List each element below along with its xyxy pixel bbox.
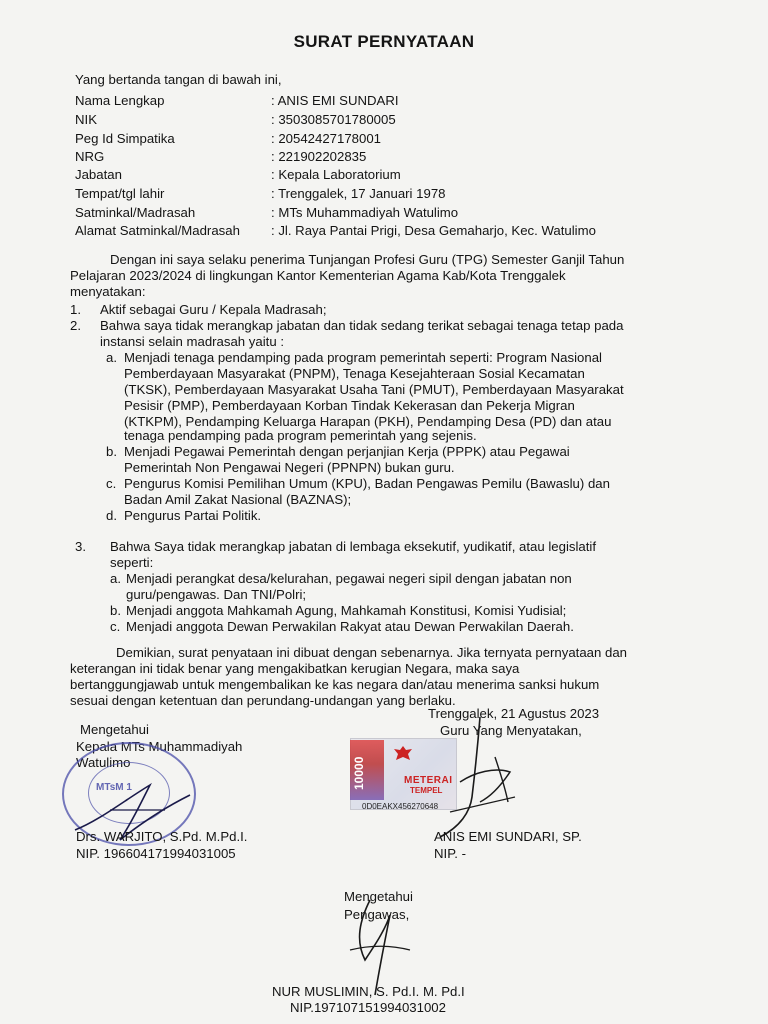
- sub-item-text: Badan Amil Zakat Nasional (BAZNAS);: [124, 492, 352, 507]
- identity-label: Jabatan: [75, 167, 122, 182]
- sub-item-text: Menjadi Pegawai Pemerintah dengan perjanjian Kerja (PPPK) atau Pegawai: [124, 444, 570, 459]
- head-role: Watulimo: [76, 755, 131, 770]
- identity-value: : Trenggalek, 17 Januari 1978: [271, 186, 446, 201]
- identity-row: [75, 131, 381, 146]
- sub-item-text: Pemerintah Non Pengawai Negeri (PPNPN) bukan guru.: [124, 460, 455, 475]
- head-nip: NIP. 196604171994031005: [76, 846, 236, 861]
- sub-item-text: Pesisir (PMP), Pemberdayaan Korban Tindak Kekerasan dan Pekerja Migran: [124, 398, 575, 413]
- place-date: Trenggalek, 21 Agustus 2023: [428, 706, 600, 721]
- point-text: Bahwa Saya tidak merangkap jabatan di lembaga eksekutif, yudikatif, atau legislatif: [110, 539, 597, 554]
- sub-item-text: Menjadi tenaga pendamping pada program pemerintah seperti: Program Nasional: [124, 350, 602, 365]
- document-title: SURAT PERNYATAAN: [293, 32, 475, 51]
- identity-value: : 20542427178001: [271, 131, 382, 146]
- sub-item-mark: a.: [106, 350, 117, 365]
- intro-text: Yang bertanda tangan di bawah ini,: [75, 72, 282, 87]
- identity-label: Satminkal/Madrasah: [75, 205, 196, 220]
- supervisor-nip: NIP.197107151994031002: [290, 1000, 446, 1015]
- sub-item-text: Pemberdayaan Masyarakat (PNPM), Tenaga Kesejahteraan Sosial Kecamatan: [124, 366, 585, 381]
- identity-label: NIK: [75, 112, 97, 127]
- sub-item-text: guru/pengawas. Dan TNI/Polri;: [126, 587, 307, 602]
- identity-row: [75, 223, 596, 238]
- sub-item-text: Menjadi anggota Mahkamah Agung, Mahkamah Konstitusi, Komisi Yudisial;: [126, 603, 567, 618]
- point-number: 3.: [75, 539, 86, 554]
- sub-item-text: (KTKPM), Pendamping Keluarga Harapan (PKH), Pendamping Desa (PD) dan atau: [124, 414, 612, 429]
- identity-label: Nama Lengkap: [75, 93, 165, 108]
- opening-line: Pelajaran 2023/2024 di lingkungan Kantor Kementerian Agama Kab/Kota Trenggalek: [70, 268, 566, 283]
- maker-signature: [420, 712, 530, 842]
- identity-value: : ANIS EMI SUNDARI: [271, 93, 399, 108]
- sub-item-text: Pengurus Partai Politik.: [124, 508, 262, 523]
- closing-line: bertanggungjawab untuk mengembalikan ke kas negara dan/atau menerima sanksi hukum: [70, 677, 600, 692]
- closing-line: Demikian, surat penyataan ini dibuat dengan sebenarnya. Jika ternyata pernyataan dan: [116, 645, 627, 660]
- identity-label: Alamat Satminkal/Madrasah: [75, 223, 240, 238]
- revenue-stamp-serial: 0D0EAKX456270648: [362, 802, 439, 811]
- opening-line: menyatakan:: [70, 284, 146, 299]
- identity-label: Peg Id Simpatika: [75, 131, 175, 146]
- identity-value: : Jl. Raya Pantai Prigi, Desa Gemaharjo, Kec. Watulimo: [271, 223, 596, 238]
- identity-row: [75, 112, 396, 127]
- point-text: Bahwa saya tidak merangkap jabatan dan tidak sedang terikat sebagai tenaga tetap pada: [100, 318, 624, 333]
- revenue-stamp-value: 10000: [352, 756, 366, 790]
- identity-row: [75, 93, 399, 108]
- identity-value: : MTs Muhammadiyah Watulimo: [271, 205, 459, 220]
- maker-role: Guru Yang Menyatakan,: [440, 723, 582, 738]
- identity-row: [75, 167, 401, 182]
- point-number: 1.: [70, 302, 81, 317]
- head-name: Drs. WARJITO, S.Pd. M.Pd.I.: [76, 829, 248, 844]
- maker-name: ANIS EMI SUNDARI, SP.: [434, 829, 582, 844]
- sub-item-text: Menjadi perangkat desa/kelurahan, pegawai negeri sipil dengan jabatan non: [126, 571, 572, 586]
- supervisor-ack: Mengetahui: [344, 889, 413, 904]
- identity-row: [75, 186, 446, 201]
- sub-item-text: Menjadi anggota Dewan Perwakilan Rakyat atau Dewan Perwakilan Daerah.: [126, 619, 574, 634]
- sub-item-mark: b.: [110, 603, 121, 618]
- sub-item-mark: a.: [110, 571, 121, 586]
- supervisor-name: NUR MUSLIMIN, S. Pd.I. M. Pd.I: [272, 984, 465, 999]
- revenue-stamp-label2: TEMPEL: [410, 786, 443, 795]
- point-text: seperti:: [110, 555, 154, 570]
- identity-value: : Kepala Laboratorium: [271, 167, 401, 182]
- point-text: Aktif sebagai Guru / Kepala Madrasah;: [100, 302, 327, 317]
- sub-item-mark: c.: [110, 619, 121, 634]
- point-number: 2.: [70, 318, 81, 333]
- identity-label: NRG: [75, 149, 105, 164]
- sub-item-mark: b.: [106, 444, 117, 459]
- stamp-text: MTsM 1: [96, 782, 132, 793]
- sub-item-text: Pengurus Komisi Pemilihan Umum (KPU), Badan Pengawas Pemilu (Bawaslu) dan: [124, 476, 610, 491]
- opening-line: Dengan ini saya selaku penerima Tunjangan Profesi Guru (TPG) Semester Ganjil Tahun: [110, 252, 625, 267]
- sub-item-mark: c.: [106, 476, 117, 491]
- identity-value: : 221902202835: [271, 149, 367, 164]
- closing-line: keterangan ini tidak benar yang mengakibatkan kerugian Negara, maka saya: [70, 661, 520, 676]
- revenue-stamp-label: METERAI: [404, 775, 453, 786]
- head-role: Kepala MTs Muhammadiyah: [76, 739, 243, 754]
- identity-row: [75, 205, 458, 220]
- garuda-icon: [392, 744, 414, 768]
- sub-item-mark: d.: [106, 508, 117, 523]
- closing-line: sesuai dengan ketentuan dan perundang-undangan yang berlaku.: [70, 693, 456, 708]
- identity-value: : 3503085701780005: [271, 112, 396, 127]
- maker-nip: NIP. -: [434, 846, 467, 861]
- supervisor-role: Pengawas,: [344, 907, 410, 922]
- identity-label: Tempat/tgl lahir: [75, 186, 165, 201]
- sub-item-text: tenaga pendamping pada program pemerintah yang sejenis.: [124, 428, 477, 443]
- point-text: instansi selain madrasah yaitu :: [100, 334, 284, 349]
- head-ack: Mengetahui: [80, 722, 149, 737]
- identity-row: [75, 149, 366, 164]
- sub-item-text: (TKSK), Pemberdayaan Masyarakat Usaha Tani (PMUT), Pemberdayaan Masyarakat: [124, 382, 624, 397]
